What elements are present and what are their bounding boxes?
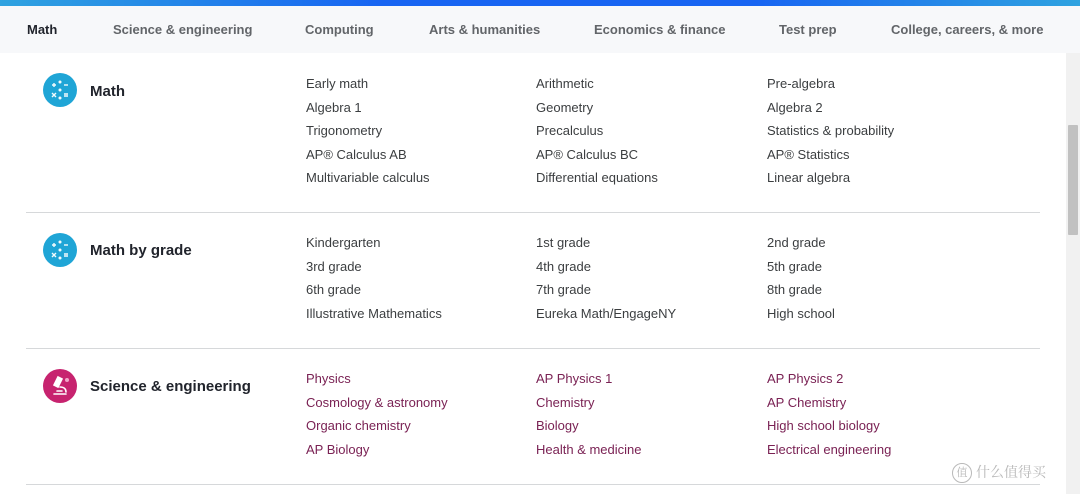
vertical-scrollbar[interactable] [1066, 53, 1080, 494]
link-biology[interactable]: Biology [536, 418, 579, 433]
link-statistics-probability[interactable]: Statistics & probability [767, 123, 895, 138]
link-1st-grade[interactable]: 1st grade [536, 235, 591, 250]
tab-economics-finance[interactable]: Economics & finance [594, 22, 726, 37]
watermark-icon: 值 [952, 463, 972, 483]
link-multivariable-calculus[interactable]: Multivariable calculus [306, 170, 430, 185]
link-8th-grade[interactable]: 8th grade [767, 282, 822, 297]
link-ap-chemistry[interactable]: AP Chemistry [767, 395, 847, 410]
link-high-school-biology[interactable]: High school biology [767, 418, 880, 433]
scrollbar-thumb[interactable] [1068, 125, 1078, 235]
watermark [952, 462, 1046, 483]
link-geometry[interactable]: Geometry [536, 100, 594, 115]
link-algebra-1[interactable]: Algebra 1 [306, 100, 362, 115]
link-linear-algebra[interactable]: Linear algebra [767, 170, 851, 185]
link-precalculus[interactable]: Precalculus [536, 123, 604, 138]
link-ap-calculus-ab[interactable]: AP® Calculus AB [306, 147, 407, 162]
tab-science-engineering[interactable]: Science & engineering [113, 22, 253, 37]
link-kindergarten[interactable]: Kindergarten [306, 235, 381, 250]
link-differential-equations[interactable]: Differential equations [536, 170, 658, 185]
link-3rd-grade[interactable]: 3rd grade [306, 259, 362, 274]
link-7th-grade[interactable]: 7th grade [536, 282, 591, 297]
link-trigonometry[interactable]: Trigonometry [306, 123, 383, 138]
link-algebra-2[interactable]: Algebra 2 [767, 100, 823, 115]
link-ap-calculus-bc[interactable]: AP® Calculus BC [536, 147, 639, 162]
tab-math[interactable]: Math [27, 22, 58, 37]
link-early-math[interactable]: Early math [306, 76, 369, 91]
section-title: Science & engineering [90, 378, 251, 395]
watermark-text: 什么值得买 [976, 464, 1046, 480]
section-science-engineering [26, 349, 1040, 485]
section-math [26, 53, 1040, 213]
tab-test-prep[interactable]: Test prep [779, 22, 837, 37]
link-arithmetic[interactable]: Arithmetic [536, 76, 594, 91]
link-ap-physics-2[interactable]: AP Physics 2 [767, 371, 844, 386]
link-electrical-engineering[interactable]: Electrical engineering [767, 442, 892, 457]
link-ap-physics-1[interactable]: AP Physics 1 [536, 371, 613, 386]
subjects-panel [0, 53, 1066, 494]
link-cosmology-astronomy[interactable]: Cosmology & astronomy [306, 395, 448, 410]
link-eureka-math[interactable]: Eureka Math/EngageNY [536, 306, 677, 321]
tab-computing[interactable]: Computing [305, 22, 374, 37]
link-organic-chemistry[interactable]: Organic chemistry [306, 418, 411, 433]
section-math-by-grade [26, 213, 1040, 349]
top-accent-band [0, 0, 1080, 7]
link-health-medicine[interactable]: Health & medicine [536, 442, 642, 457]
subject-nav [0, 7, 1080, 53]
section-title: Math by grade [90, 242, 192, 259]
math-icon [43, 73, 77, 107]
microscope-icon [43, 369, 77, 403]
link-illustrative-mathematics[interactable]: Illustrative Mathematics [306, 306, 442, 321]
link-2nd-grade[interactable]: 2nd grade [767, 235, 826, 250]
tab-college-careers[interactable]: College, careers, & more [891, 22, 1044, 37]
section-title: Math [90, 83, 125, 100]
link-ap-biology[interactable]: AP Biology [306, 442, 370, 457]
link-5th-grade[interactable]: 5th grade [767, 259, 822, 274]
link-high-school[interactable]: High school [767, 306, 835, 321]
link-chemistry[interactable]: Chemistry [536, 395, 595, 410]
link-6th-grade[interactable]: 6th grade [306, 282, 361, 297]
tab-arts-humanities[interactable]: Arts & humanities [429, 22, 541, 37]
link-ap-statistics[interactable]: AP® Statistics [767, 147, 850, 162]
math-icon [43, 233, 77, 267]
link-pre-algebra[interactable]: Pre-algebra [767, 76, 835, 91]
link-physics[interactable]: Physics [306, 371, 351, 386]
link-4th-grade[interactable]: 4th grade [536, 259, 591, 274]
